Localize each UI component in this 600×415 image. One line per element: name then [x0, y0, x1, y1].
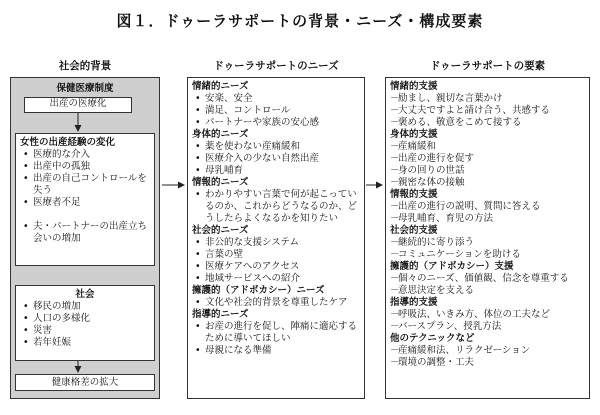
list-item: － 産痛緩和 — [390, 141, 437, 152]
figure-title: 図１．ドゥーラサポートの背景・ニーズ・構成要素 — [116, 12, 484, 30]
list-item: • 医療介入の少ない自然出産 — [195, 153, 320, 164]
list-item: • 医療ケアへのアクセス — [195, 261, 300, 272]
list-item: － 呼吸法、いきみ方、体位の工夫など — [390, 309, 551, 320]
list-item: • 若年妊娠 — [23, 337, 72, 348]
list-item: － 母乳哺育、育児の方法 — [390, 213, 494, 224]
needs-box — [187, 77, 365, 399]
birth-experience-label: 女性の出産経験の変化 — [20, 137, 116, 148]
list-item: • お産の進行を促し、陣痛に適応するために導いてほしい — [195, 321, 358, 344]
list-item: － 出産の進行を促す — [390, 153, 475, 164]
list-item: － 出産の進行の説明、質問に答える — [390, 201, 541, 212]
element-category-label: 指導的支援 — [390, 297, 438, 308]
list-item: • 人口の多様化 — [23, 313, 91, 324]
element-category-label: 情緒的支援 — [390, 81, 438, 92]
col2-heading: ドゥーラサポートのニーズ — [213, 60, 339, 72]
list-item: － コミュニケーションを助ける — [390, 249, 521, 260]
list-item: • 夫・パートナーの出産立ち会いの増加 — [23, 221, 148, 244]
need-category-label: 情報的ニーズ — [192, 177, 249, 188]
list-item: • 出産の自己コントロールを失う — [23, 173, 147, 196]
list-item: • 母親になる準備 — [195, 345, 272, 356]
list-item: • 非公的な支援システム — [195, 237, 300, 248]
list-item: • 文化や社会的背景を尊重したケア — [195, 297, 348, 308]
need-category-label: 社会的ニーズ — [192, 225, 249, 236]
need-category-label: 情緒的ニーズ — [192, 81, 249, 92]
list-item: － バースプラン、授乳方法 — [390, 321, 502, 332]
col3-heading: ドゥーラサポートの要素 — [429, 60, 546, 72]
list-item: • 言葉の壁 — [195, 249, 244, 260]
element-category-label: 情報的支援 — [390, 189, 438, 200]
need-category-label: 指導的ニーズ — [192, 309, 249, 320]
list-item: • 災害 — [23, 325, 53, 336]
list-item: － 環境の調整・工夫 — [390, 357, 475, 368]
list-item: • 医療者不足 — [23, 197, 81, 208]
medicalization-text: 出産の医療化 — [49, 98, 107, 109]
list-item: － 親密な体の接触 — [390, 177, 465, 188]
list-item: － 身の回りの世話 — [390, 165, 465, 176]
list-item: － 大丈夫ですよと請け合う、共感する — [390, 105, 551, 116]
list-item: • 母乳哺育 — [195, 165, 244, 176]
list-item: • 地域サービスへの紹介 — [195, 273, 301, 284]
list-item: － 産痛緩和法、リラクゼーション — [390, 345, 531, 356]
element-category-label: 身体的支援 — [390, 129, 438, 140]
list-item: － 意思決定を支える — [390, 285, 475, 296]
col1-heading: 社会的背景 — [58, 60, 112, 72]
list-item: － 励まし、親切な言葉かけ — [390, 93, 503, 104]
list-item: • わかりやすい言葉で何が起こっているのか、これからどうなるのか、どうしたらよくなるかを知りたい — [195, 189, 358, 224]
list-item: • 医療的な介入 — [23, 149, 91, 160]
list-item: － 褒める、敬意をこめて接する — [390, 117, 522, 128]
list-item: • 満足、コントロール — [195, 105, 291, 116]
list-item: － 継続的に寄り添う — [390, 237, 475, 248]
list-item: － 個々のニーズ、価値観、信念を尊重する — [390, 273, 569, 284]
list-item: • 安楽、安全 — [195, 93, 253, 104]
list-item: • 移民の増加 — [23, 301, 81, 312]
list-item: • パートナーや家族の安心感 — [195, 117, 320, 128]
list-item: • 出産中の孤独 — [23, 161, 91, 172]
element-category-label: 社会的支援 — [390, 225, 438, 236]
element-category-label: 他のテクニックなど — [390, 333, 475, 344]
health-system-label: 保健医療制度 — [56, 83, 114, 94]
society-label: 社会 — [75, 289, 95, 300]
elements-box — [385, 77, 590, 399]
need-category-label: 擁護的（アドボカシー）ニーズ — [192, 285, 325, 296]
health-gap-text: 健康格差の拡大 — [51, 377, 119, 388]
element-category-label: 擁護的（アドボカシー）支援 — [390, 261, 514, 272]
list-item: • 薬を使わない産痛緩和 — [195, 141, 301, 152]
need-category-label: 身体的ニーズ — [192, 129, 249, 140]
